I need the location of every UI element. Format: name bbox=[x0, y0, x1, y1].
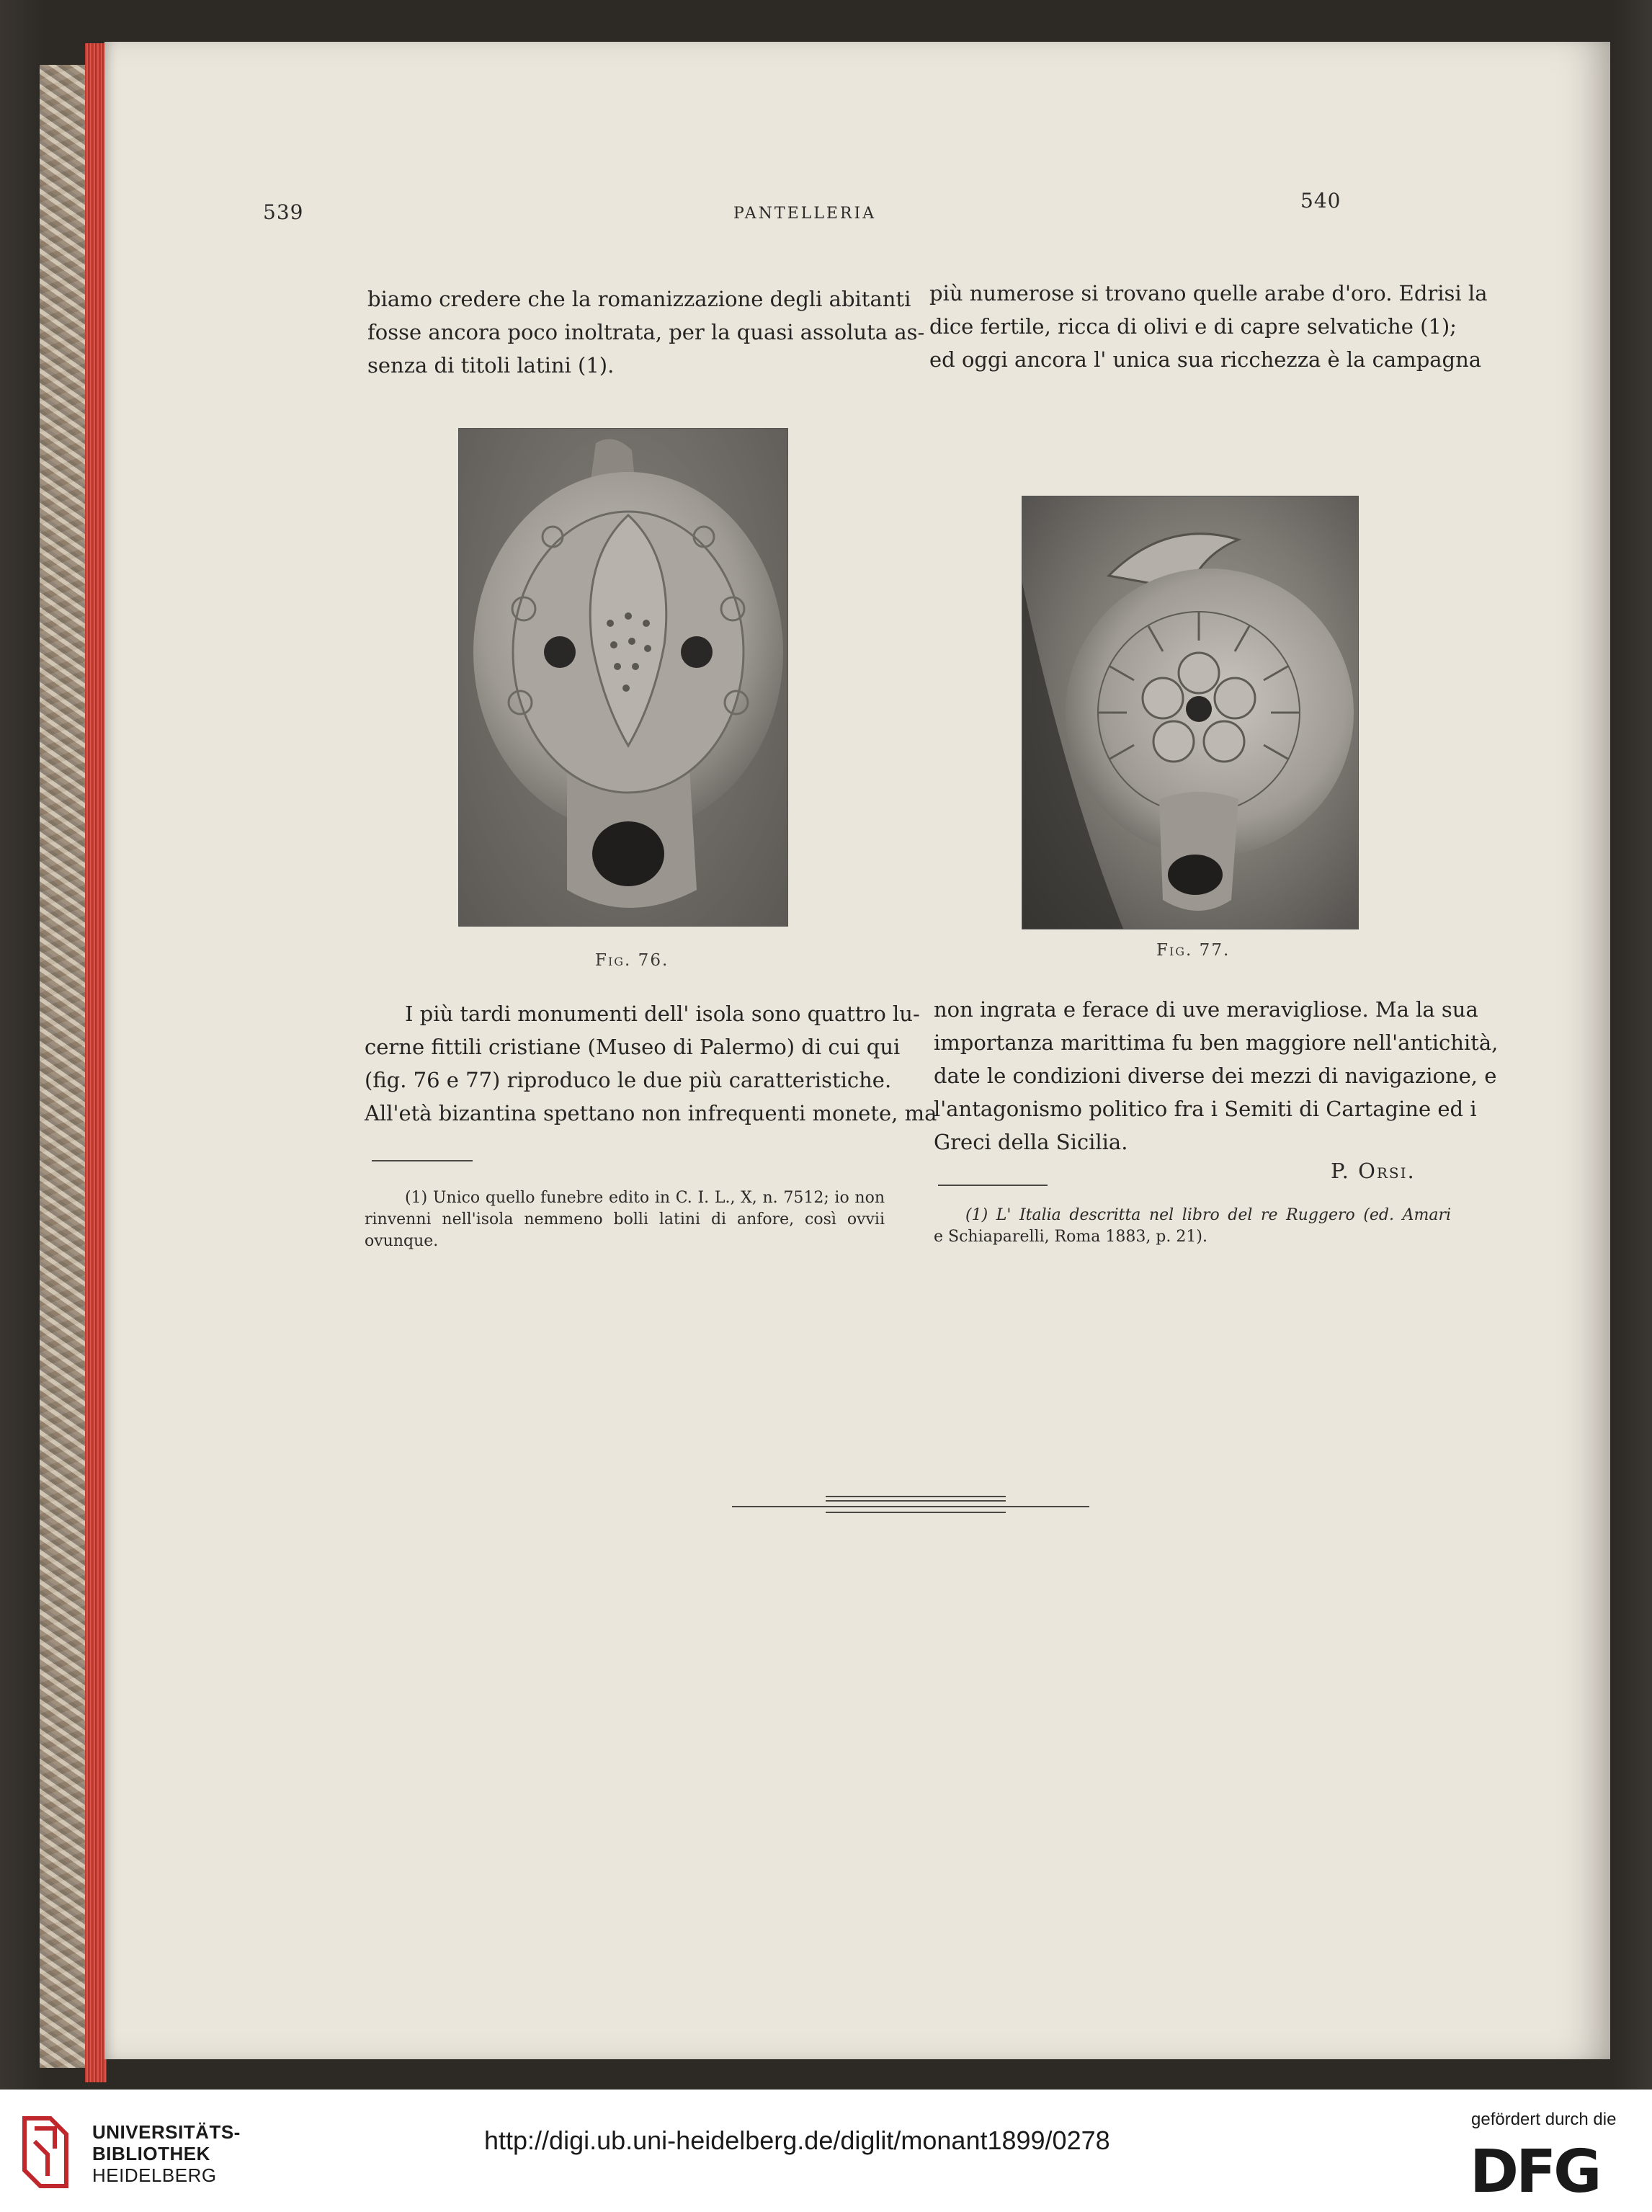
text-line: All'età bizantina spettano non infrequenti monete, ma bbox=[365, 1101, 937, 1125]
footnote-line: (1) Unico quello funebre edito in C. I. L., X, n. 7512; io non bbox=[405, 1189, 885, 1207]
right-top-paragraph bbox=[929, 277, 1488, 376]
right-page-number: 540 bbox=[1300, 189, 1341, 213]
library-name-line-2: BIBLIOTHEK bbox=[92, 2143, 210, 2164]
footnote-line: rinvenni nell'isola nemmeno bolli latini di anfore, così ovvii bbox=[365, 1210, 885, 1228]
author-signature bbox=[1331, 1159, 1416, 1183]
funding-text: gefördert durch die bbox=[1471, 2110, 1617, 2129]
text-line: fosse ancora poco inoltrata, per la quasi assoluta as- bbox=[367, 320, 925, 344]
figure-77-photo bbox=[1022, 496, 1359, 929]
red-page-edges bbox=[85, 43, 107, 2082]
footnote-line: (1) L' Italia descritta nel libro del re Ruggero (ed. Amari bbox=[965, 1206, 1451, 1224]
figure-76-photo bbox=[458, 428, 788, 927]
text-line: l'antagonismo politico fra i Semiti di Cartagine ed i bbox=[934, 1097, 1477, 1121]
text-line: I più tardi monumenti dell' isola sono quattro lu- bbox=[405, 1002, 920, 1026]
lamp-fish-drawing bbox=[459, 429, 787, 926]
left-footnote-rule bbox=[372, 1160, 473, 1161]
text-line: più numerose si trovano quelle arabe d'oro. Edrisi la bbox=[929, 281, 1488, 306]
text-line: cerne fittili cristiane (Museo di Palermo) di cui qui bbox=[365, 1035, 901, 1059]
text-line: dice fertile, ricca di olivi e di capre selvatiche (1); bbox=[929, 314, 1457, 339]
dfg-logo-text: DFG bbox=[1470, 2138, 1599, 2206]
author-signature-text: P. Orsi. bbox=[1331, 1159, 1416, 1183]
figure-77-caption-text: Fig. 77. bbox=[1156, 941, 1231, 960]
text-line: senza di titoli latini (1). bbox=[367, 353, 615, 378]
figure-76-caption-text: Fig. 76. bbox=[595, 951, 669, 970]
library-name-line-1: UNIVERSITÄTS- bbox=[92, 2121, 241, 2143]
text-line: non ingrata e ferace di uve meravigliose. Ma la sua bbox=[934, 997, 1478, 1022]
right-footnote bbox=[934, 1205, 1451, 1248]
left-page-number: 539 bbox=[263, 200, 304, 224]
figure-76-caption bbox=[595, 951, 669, 970]
running-title: PANTELLERIA bbox=[733, 205, 877, 223]
figure-77-caption bbox=[1156, 941, 1230, 960]
text-line: date le condizioni diverse dei mezzi di navigazione, e bbox=[934, 1063, 1497, 1088]
text-line: importanza marittima fu ben maggiore nell'antichità, bbox=[934, 1030, 1499, 1055]
library-name-line-3: HEIDELBERG bbox=[92, 2164, 217, 2186]
right-footnote-rule bbox=[938, 1185, 1048, 1186]
end-ornament bbox=[732, 1496, 1089, 1517]
text-line: biamo credere che la romanizzazione degli abitanti bbox=[367, 287, 911, 311]
text-line: Greci della Sicilia. bbox=[934, 1130, 1128, 1154]
footnote-line: e Schiaparelli, Roma 1883, p. 21). bbox=[934, 1228, 1207, 1246]
dfg-logo bbox=[1470, 2138, 1635, 2206]
text-line: ed oggi ancora l' unica sua ricchezza è la campagna bbox=[929, 347, 1482, 372]
left-footnote bbox=[365, 1187, 885, 1252]
permalink-url[interactable]: http://digi.ub.uni-heidelberg.de/diglit/monant1899/0278 bbox=[484, 2126, 1110, 2155]
footnote-line: ovunque. bbox=[365, 1232, 439, 1250]
lamp-rosette-drawing bbox=[1022, 496, 1358, 929]
left-bottom-paragraph bbox=[365, 997, 937, 1130]
digitization-footer bbox=[0, 2090, 1652, 2212]
university-library-logo-icon bbox=[22, 2113, 82, 2192]
left-top-paragraph bbox=[367, 282, 925, 382]
right-bottom-paragraph bbox=[934, 993, 1499, 1159]
text-line: (fig. 76 e 77) riproduco le due più caratteristiche. bbox=[365, 1068, 892, 1092]
